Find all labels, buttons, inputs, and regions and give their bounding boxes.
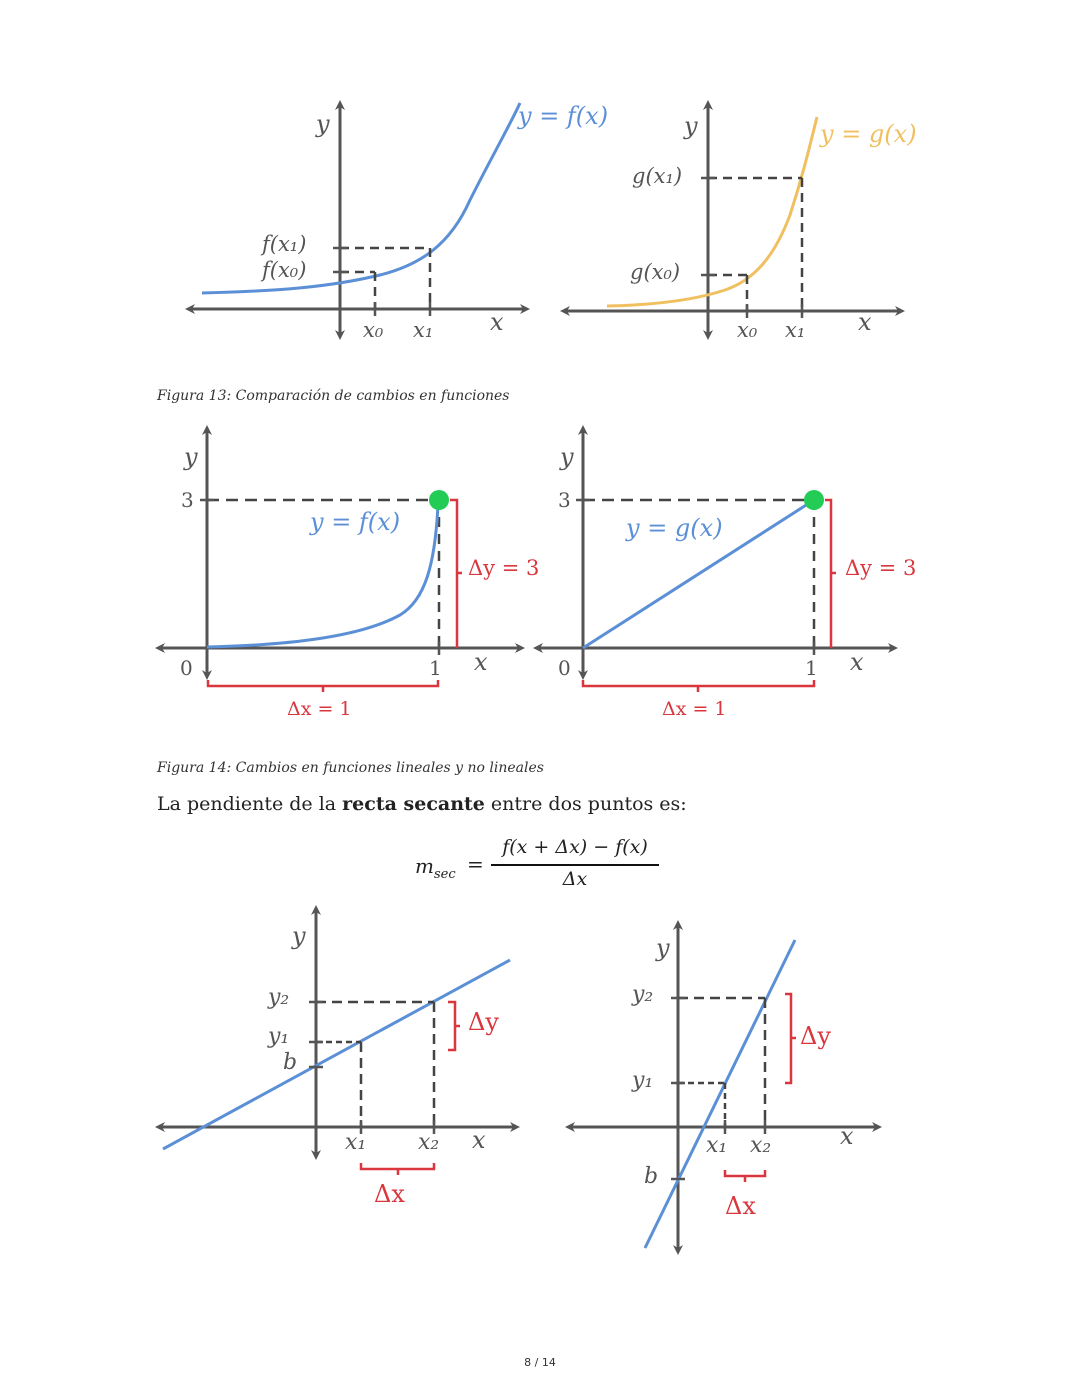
- fig15a-ytick-y1: y₁: [268, 1024, 290, 1049]
- formula-denominator: Δx: [562, 868, 588, 890]
- fig14-g-delta-y: Δy = 3: [845, 556, 917, 580]
- figure-13-caption: Figura 13: Comparación de cambios en funciones: [157, 388, 510, 404]
- fig15b-ytick-y1: y₁: [632, 1068, 654, 1093]
- fig14-g-y-label: y: [560, 443, 574, 471]
- endpoint-marker: [804, 490, 824, 510]
- fig15a-y-label: y: [292, 922, 306, 950]
- secant-term: recta secante: [342, 793, 485, 815]
- fig13-f-x-label: x: [490, 308, 504, 336]
- fig15b-x-label: x: [840, 1122, 854, 1150]
- fig13-g-curve-label: y = g(x): [820, 120, 917, 148]
- fig15b-delta-x: Δx: [725, 1192, 756, 1220]
- formula-equals: =: [467, 852, 484, 876]
- fig15b-delta-y: Δy: [800, 1022, 831, 1050]
- fig15b-xtick-x1: x₁: [706, 1133, 728, 1158]
- fig13-g-ytick-1: g(x₁): [632, 164, 683, 188]
- fig14-g-curve-label: y = g(x): [626, 514, 723, 542]
- fig13-f-y-label: y: [316, 110, 330, 138]
- formula-lhs: $m_{sec}$: [415, 854, 456, 882]
- fig14-g-x-label: x: [850, 648, 864, 676]
- fig13-f-curve-label: y = f(x): [518, 102, 609, 130]
- fig13-g-ytick-0: g(x₀): [630, 260, 681, 284]
- figure-14-caption: Figura 14: Cambios en funciones lineales y no lineales: [157, 760, 544, 776]
- fig15-panel-shallow: [155, 905, 535, 1225]
- fig14-f-curve-label: y = f(x): [310, 508, 401, 536]
- fig13-f-ytick-0: f(x₀): [262, 258, 307, 282]
- fig14-g-origin: 0: [558, 656, 571, 680]
- fig15a-ytick-y2: y₂: [268, 985, 290, 1010]
- fig15a-delta-y: Δy: [468, 1008, 499, 1036]
- fig14-f-delta-x: Δx = 1: [287, 698, 352, 720]
- fig15b-ytick-y2: y₂: [632, 982, 654, 1007]
- secant-paragraph: La pendiente de la recta secante entre dos puntos es:: [157, 793, 687, 815]
- fraction-bar: [491, 864, 659, 866]
- fig15b-ytick-b: b: [644, 1164, 659, 1189]
- fig13-g-xtick-0: x₀: [737, 318, 758, 342]
- fig13-g-xtick-1: x₁: [785, 318, 806, 342]
- fig14-f-delta-y: Δy = 3: [468, 556, 540, 580]
- fig15a-x-label: x: [472, 1126, 486, 1154]
- fig14-g-xtick: 1: [805, 656, 818, 680]
- fig14-f-x-label: x: [474, 648, 488, 676]
- fig14-f-xtick: 1: [429, 656, 442, 680]
- fig14-f-origin: 0: [180, 656, 193, 680]
- formula-numerator: f(x + Δx) − f(x): [502, 836, 648, 858]
- fig13-f-ytick-1: f(x₁): [262, 232, 307, 256]
- fig15b-xtick-x2: x₂: [750, 1133, 772, 1158]
- fig15b-y-label: y: [656, 934, 670, 962]
- page-number: 8 / 14: [524, 1356, 556, 1369]
- fig13-g-y-label: y: [684, 112, 698, 140]
- fig13-f-xtick-1: x₁: [413, 318, 434, 342]
- fig15a-xtick-x1: x₁: [345, 1130, 367, 1155]
- fig15a-ytick-b: b: [283, 1050, 298, 1075]
- fig14-g-delta-x: Δx = 1: [662, 698, 727, 720]
- fig13-g-x-label: x: [858, 308, 872, 336]
- fig15a-xtick-x2: x₂: [418, 1130, 440, 1155]
- fig14-f-y-label: y: [184, 443, 198, 471]
- endpoint-marker: [429, 490, 449, 510]
- fig13-f-xtick-0: x₀: [363, 318, 384, 342]
- secant-slope-formula: [415, 836, 675, 896]
- fig14-g-ytick: 3: [558, 488, 571, 512]
- fig14-f-ytick: 3: [181, 488, 194, 512]
- curve-f: [202, 103, 520, 293]
- fig15a-delta-x: Δx: [374, 1180, 405, 1208]
